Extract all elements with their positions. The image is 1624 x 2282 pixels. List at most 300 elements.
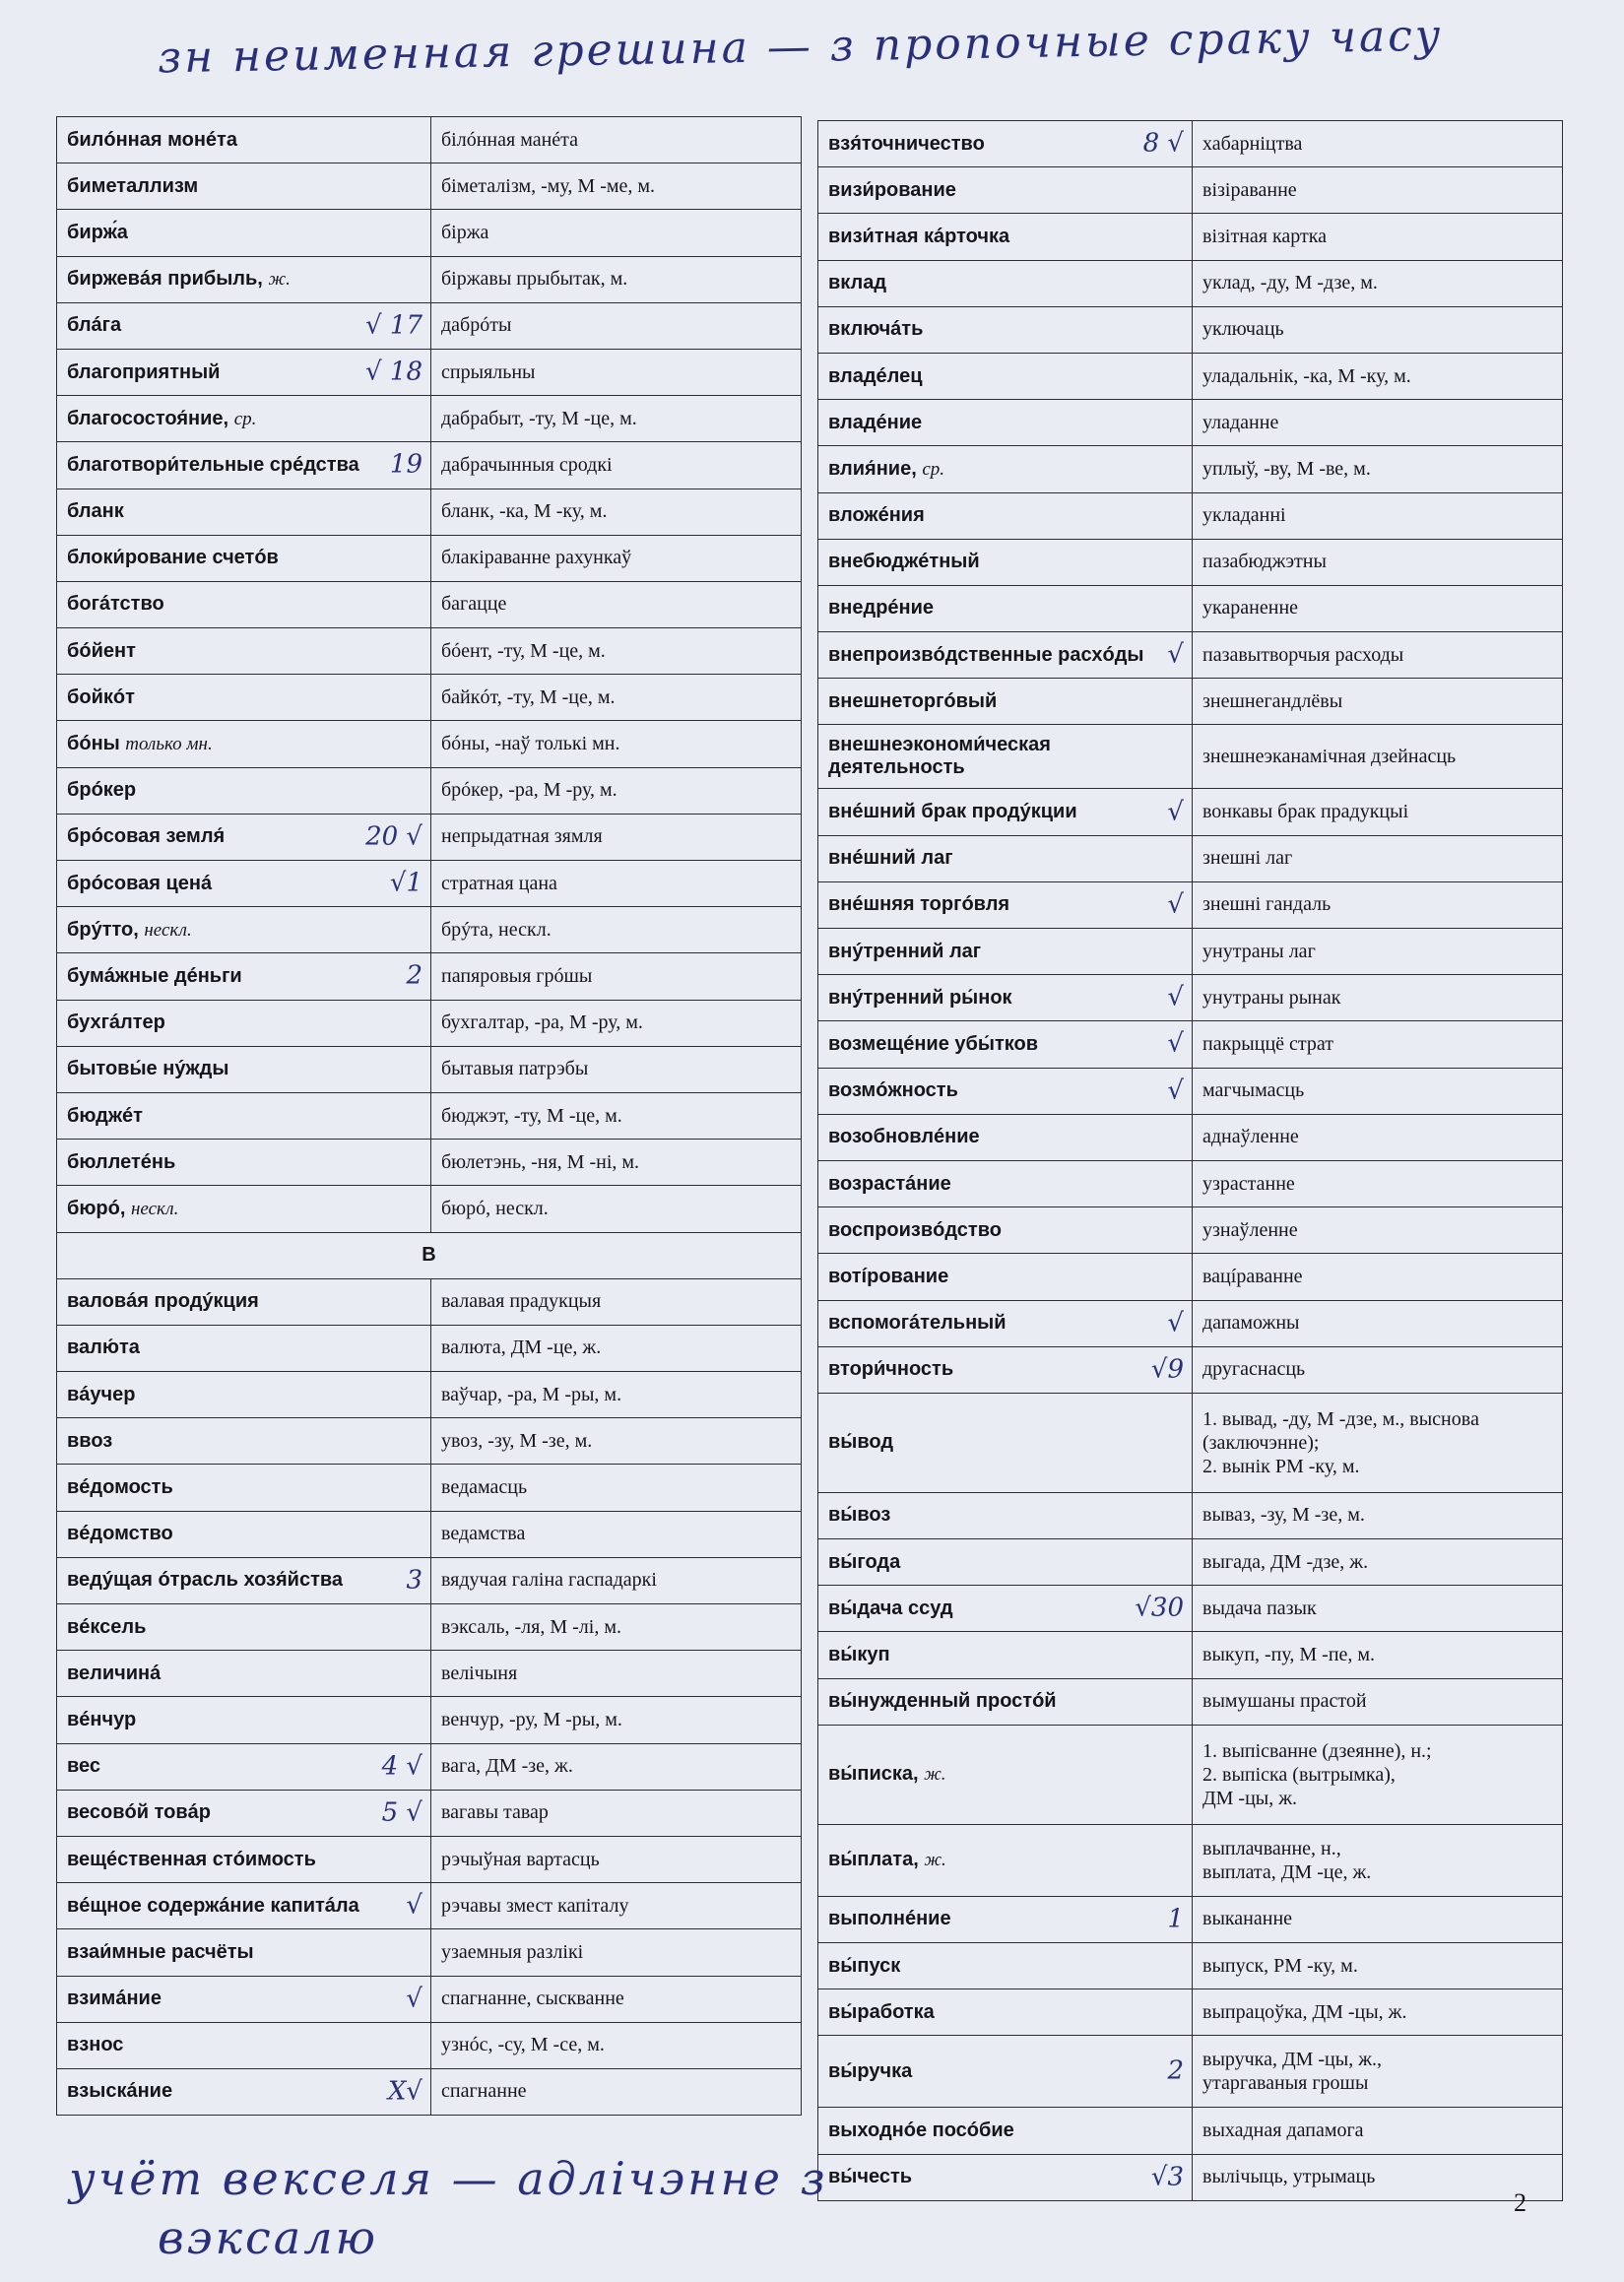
- russian-term: [818, 492, 1193, 539]
- table-row: [818, 1254, 1563, 1300]
- russian-term-text: вещéственная стóимость: [67, 1848, 316, 1870]
- russian-term: [57, 1883, 431, 1929]
- russian-term-text: выходнóе посóбие: [828, 2119, 1014, 2141]
- russian-term: [818, 260, 1193, 306]
- table-row: [818, 121, 1563, 167]
- table-row: [57, 721, 802, 767]
- russian-term-text: вáучер: [67, 1383, 136, 1405]
- russian-term-text: внýтренний лаг: [828, 940, 982, 962]
- russian-term: [57, 2022, 431, 2068]
- russian-term: [818, 632, 1193, 679]
- handwritten-mark: √: [406, 1984, 422, 2014]
- russian-term: [818, 353, 1193, 399]
- belarusian-translation: укараненне: [1193, 585, 1563, 631]
- belarusian-translation: пазавытворчыя расходы: [1193, 632, 1563, 679]
- russian-term: [818, 585, 1193, 631]
- russian-term-text: внепроизвóдственные расхóды: [828, 643, 1144, 666]
- russian-term: [818, 1539, 1193, 1586]
- russian-term: [57, 1976, 431, 2022]
- russian-term-text: вклад: [828, 272, 887, 294]
- belarusian-translation: вага, ДМ -зе, ж.: [431, 1743, 802, 1790]
- russian-term: [57, 953, 431, 1000]
- table-row: [818, 2108, 1563, 2154]
- belarusian-translation: магчымасць: [1193, 1068, 1563, 1114]
- russian-term: [818, 1943, 1193, 1989]
- table-row: [818, 2036, 1563, 2108]
- belarusian-translation: 1. выпісванне (дзеянне), н.; 2. выпіска (вытрымка), ДМ -цы, ж.: [1193, 1725, 1563, 1824]
- belarusian-translation: уклад, -ду, М -дзе, м.: [1193, 260, 1563, 306]
- belarusian-translation: дабрóты: [431, 302, 802, 349]
- belarusian-translation: дапаможны: [1193, 1300, 1563, 1346]
- table-row: [818, 306, 1563, 353]
- russian-term: [818, 1300, 1193, 1346]
- belarusian-translation: 1. вывад, -ду, М -дзе, м., высновa (заключэнне); 2. вынік РМ -ку, м.: [1193, 1393, 1563, 1492]
- handwritten-mark: √ 18: [365, 357, 422, 387]
- russian-term: [57, 1836, 431, 1882]
- table-row: [57, 628, 802, 675]
- belarusian-translation: стратная цана: [431, 861, 802, 907]
- table-row: [818, 929, 1563, 975]
- table-row: [57, 953, 802, 1000]
- handwritten-note-bottom-1: учёт векселя — адлічэнне з: [69, 2152, 828, 2205]
- russian-term-text: внéшняя торгóвля: [828, 893, 1010, 916]
- belarusian-translation: выгада, ДМ -дзе, ж.: [1193, 1539, 1563, 1586]
- belarusian-translation: вылічыць, утрымаць: [1193, 2154, 1563, 2200]
- russian-term-text: возмóжность: [828, 1079, 958, 1102]
- belarusian-translation: дабрачынныя сродкі: [431, 442, 802, 489]
- belarusian-translation: спагнанне, сыскванне: [431, 1976, 802, 2022]
- russian-term-text: вéщное содержáние капитáла: [67, 1894, 359, 1917]
- russian-term: [57, 1278, 431, 1325]
- belarusian-translation: знешні гандаль: [1193, 881, 1563, 928]
- belarusian-translation: біржавы прыбытак, м.: [431, 256, 802, 302]
- belarusian-translation: пазабюджэтны: [1193, 539, 1563, 585]
- table-row: [818, 1068, 1563, 1114]
- table-row: [57, 1743, 802, 1790]
- russian-term: [818, 1393, 1193, 1492]
- russian-term-text: возрастáние: [828, 1172, 951, 1195]
- handwritten-note-top: зн неименная грешина — з пропочные сраку часу: [157, 10, 1444, 84]
- belarusian-translation: велічыня: [431, 1651, 802, 1697]
- russian-term: [57, 256, 431, 302]
- russian-term-text: вы́плата,: [828, 1849, 919, 1871]
- russian-term: [57, 302, 431, 349]
- table-row: [57, 1790, 802, 1836]
- handwritten-mark: √: [1167, 639, 1184, 670]
- belarusian-translation: унутраны рынак: [1193, 975, 1563, 1021]
- belarusian-translation: багацце: [431, 581, 802, 627]
- belarusian-translation: байкóт, -ту, М -це, м.: [431, 675, 802, 721]
- russian-term: [57, 1697, 431, 1743]
- russian-term: [818, 167, 1193, 214]
- russian-term-text: богáтство: [67, 593, 164, 616]
- russian-term-text: величинá: [67, 1662, 162, 1684]
- russian-term-text: брýтто,: [67, 918, 139, 941]
- table-row: [57, 256, 802, 302]
- russian-term-text: вы́честь: [828, 2166, 913, 2188]
- belarusian-translation: укладанні: [1193, 492, 1563, 539]
- russian-term-text: вы́воз: [828, 1504, 891, 1527]
- russian-term-text: внýтренний ры́нок: [828, 986, 1012, 1009]
- russian-term-text: вы́нужденный простóй: [828, 1690, 1057, 1713]
- russian-term: [818, 835, 1193, 881]
- handwritten-mark: √: [1167, 797, 1184, 827]
- russian-term-text: втори́чность: [828, 1358, 954, 1381]
- russian-term: [818, 1207, 1193, 1254]
- russian-term: [57, 1511, 431, 1557]
- russian-term: [57, 1186, 431, 1232]
- russian-term: [818, 1114, 1193, 1160]
- russian-term: [818, 881, 1193, 928]
- russian-term: [818, 1021, 1193, 1068]
- russian-term-text: вы́писка,: [828, 1763, 919, 1786]
- table-row: [818, 881, 1563, 928]
- table-row: [818, 1989, 1563, 2036]
- belarusian-translation: непрыдатная зямля: [431, 814, 802, 860]
- handwritten-mark: √: [1167, 889, 1184, 920]
- russian-term-text: бюджéт: [67, 1104, 143, 1127]
- russian-term-text: внéшний брак продýкции: [828, 801, 1077, 823]
- russian-term: [818, 1492, 1193, 1538]
- russian-term-text: выполнéние: [828, 1908, 951, 1930]
- table-row: [57, 1140, 802, 1186]
- russian-term: [818, 1254, 1193, 1300]
- russian-term-text: бирж́а: [67, 221, 128, 243]
- russian-term-text: бумáжные дéньги: [67, 964, 242, 987]
- dictionary-table-right: [817, 120, 1563, 2201]
- table-row: [57, 1046, 802, 1092]
- russian-term: [818, 975, 1193, 1021]
- belarusian-translation: знешні лаг: [1193, 835, 1563, 881]
- russian-term: [818, 446, 1193, 492]
- russian-term-text: вы́вод: [828, 1431, 894, 1454]
- grammar-note: ж.: [268, 269, 291, 291]
- russian-term-text: ведýщая óтрасль хозя́йства: [67, 1569, 344, 1592]
- grammar-note: нескл.: [131, 1198, 179, 1219]
- table-row: [57, 767, 802, 814]
- russian-term: [57, 1651, 431, 1697]
- russian-term-text: благоприятный: [67, 360, 221, 383]
- table-row: [57, 489, 802, 535]
- table-row: [57, 210, 802, 256]
- russian-term: [57, 1325, 431, 1371]
- russian-term: [818, 1586, 1193, 1632]
- belarusian-translation: венчур, -ру, М -ры, м.: [431, 1697, 802, 1743]
- table-row: [818, 1586, 1563, 1632]
- table-row: [57, 675, 802, 721]
- handwritten-mark: √1: [389, 868, 422, 898]
- table-row: [818, 214, 1563, 260]
- belarusian-translation: выхадная дапамога: [1193, 2108, 1563, 2154]
- belarusian-translation: аднаўленне: [1193, 1114, 1563, 1160]
- russian-term: [818, 1632, 1193, 1678]
- grammar-note: ж.: [924, 1850, 946, 1871]
- table-row: [57, 163, 802, 210]
- russian-term-text: бюллетéнь: [67, 1150, 176, 1173]
- russian-term: [818, 306, 1193, 353]
- dictionary-table-left: [56, 116, 802, 2116]
- russian-term-text: взимáние: [67, 1988, 162, 2010]
- russian-term-text: валю́та: [67, 1337, 140, 1359]
- russian-term-text: внедрéние: [828, 597, 935, 619]
- belarusian-translation: вэксаль, -ля, М -лі, м.: [431, 1604, 802, 1651]
- belarusian-translation: спагнанне: [431, 2068, 802, 2115]
- table-row: [818, 167, 1563, 214]
- table-row: [57, 349, 802, 395]
- russian-term: [818, 121, 1193, 167]
- russian-term-text: брóкер: [67, 779, 137, 802]
- russian-term: [818, 789, 1193, 835]
- table-row: [818, 1300, 1563, 1346]
- belarusian-translation: уплыў, -ву, М -ве, м.: [1193, 446, 1563, 492]
- belarusian-translation: брýта, нескл.: [431, 907, 802, 953]
- russian-term: [57, 628, 431, 675]
- russian-term: [57, 535, 431, 581]
- table-row: [818, 1824, 1563, 1896]
- russian-term: [818, 1824, 1193, 1896]
- grammar-note: ж.: [924, 1764, 946, 1786]
- belarusian-translation: ваўчар, -ра, М -ры, м.: [431, 1372, 802, 1418]
- belarusian-translation: вагавы тавар: [431, 1790, 802, 1836]
- table-row: [57, 907, 802, 953]
- russian-term-text: блáга: [67, 314, 122, 337]
- russian-term-text: бойкóт: [67, 685, 135, 708]
- page-number: 2: [1514, 2188, 1527, 2217]
- russian-term: [57, 1465, 431, 1511]
- russian-term: [57, 1140, 431, 1186]
- belarusian-translation: бóент, -ту, М -це, м.: [431, 628, 802, 675]
- russian-term-text: бухгáлтер: [67, 1011, 165, 1034]
- russian-term: [57, 581, 431, 627]
- russian-term-text: внешнеэкономи́ческая деятельность: [828, 734, 1051, 779]
- table-row: [57, 1325, 802, 1371]
- russian-term-text: владéлец: [828, 364, 923, 387]
- table-row: [57, 1232, 802, 1278]
- table-row: [57, 1000, 802, 1046]
- russian-term-text: возмещéние убы́тков: [828, 1032, 1039, 1055]
- belarusian-translation: бухгалтар, -ра, М -ру, м.: [431, 1000, 802, 1046]
- belarusian-translation: ведамасць: [431, 1465, 802, 1511]
- russian-term-text: вес: [67, 1755, 101, 1778]
- handwritten-mark: X√: [387, 2076, 422, 2107]
- russian-term: [818, 679, 1193, 725]
- russian-term-text: вы́дача ссуд: [828, 1597, 953, 1619]
- belarusian-translation: бóны, -наў толькі мн.: [431, 721, 802, 767]
- russian-term: [818, 1725, 1193, 1824]
- belarusian-translation: уладальнік, -ка, М -ку, м.: [1193, 353, 1563, 399]
- table-row: [57, 396, 802, 442]
- russian-term-text: возобновлéние: [828, 1126, 980, 1148]
- table-row: [57, 302, 802, 349]
- table-row: [57, 442, 802, 489]
- russian-term-text: биметаллизм: [67, 174, 199, 197]
- belarusian-translation: валюта, ДМ -це, ж.: [431, 1325, 802, 1371]
- handwritten-mark: √: [1167, 1308, 1184, 1338]
- russian-term: [818, 1346, 1193, 1393]
- table-row: [57, 1604, 802, 1651]
- russian-term-text: брóсовая земля́: [67, 825, 226, 848]
- russian-term-text: ввоз: [67, 1429, 113, 1452]
- table-row: [57, 2022, 802, 2068]
- table-row: [57, 1836, 802, 1882]
- belarusian-translation: узаемныя разлікі: [431, 1929, 802, 1976]
- russian-term: [57, 721, 431, 767]
- russian-term: [818, 1896, 1193, 1942]
- handwritten-mark: 20 √: [365, 821, 422, 852]
- belarusian-translation: блакіраванне рахункаў: [431, 535, 802, 581]
- russian-term-text: биржевáя прибыль,: [67, 268, 263, 291]
- table-row: [818, 1160, 1563, 1206]
- table-row: [57, 1511, 802, 1557]
- belarusian-translation: пакрыццё страт: [1193, 1021, 1563, 1068]
- section-letter: В: [57, 1232, 802, 1278]
- table-row: [818, 1678, 1563, 1725]
- table-row: [818, 789, 1563, 835]
- russian-term: [818, 929, 1193, 975]
- russian-term-text: билóнная монéта: [67, 128, 237, 151]
- russian-term: [57, 349, 431, 395]
- handwritten-note-bottom-2: вэксалю: [158, 2211, 378, 2264]
- russian-term-text: внéшний лаг: [828, 847, 953, 870]
- russian-term: [818, 1068, 1193, 1114]
- belarusian-translation: спрыяльны: [431, 349, 802, 395]
- table-row: [818, 585, 1563, 631]
- table-row: [818, 1896, 1563, 1942]
- handwritten-mark: 5 √: [381, 1797, 422, 1828]
- belarusian-translation: знешнеэканамічная дзейнасць: [1193, 725, 1563, 789]
- belarusian-translation: валавая прадукцыя: [431, 1278, 802, 1325]
- table-row: [818, 260, 1563, 306]
- belarusian-translation: вацíраванне: [1193, 1254, 1563, 1300]
- russian-term: [57, 1929, 431, 1976]
- table-row: [57, 1092, 802, 1139]
- russian-term-text: бóны: [67, 733, 120, 755]
- grammar-note: нескл.: [144, 919, 192, 941]
- russian-term-text: весовóй товáр: [67, 1801, 211, 1824]
- russian-term-text: вéнчур: [67, 1708, 137, 1730]
- table-row: [57, 581, 802, 627]
- table-row: [57, 535, 802, 581]
- table-row: [57, 1186, 802, 1232]
- belarusian-translation: выплачванне, н., выплата, ДМ -це, ж.: [1193, 1824, 1563, 1896]
- table-row: [57, 1372, 802, 1418]
- russian-term: [57, 1000, 431, 1046]
- russian-term-text: вспомогáтельный: [828, 1312, 1007, 1335]
- belarusian-translation: выкуп, -пу, М -пе, м.: [1193, 1632, 1563, 1678]
- grammar-note: ср.: [922, 458, 945, 480]
- belarusian-translation: бюджэт, -ту, М -це, м.: [431, 1092, 802, 1139]
- table-row: [57, 861, 802, 907]
- handwritten-mark: 3: [406, 1565, 422, 1596]
- russian-term-text: внебюджéтный: [828, 551, 980, 573]
- russian-term-text: вы́пуск: [828, 1954, 901, 1977]
- russian-term-text: бытовы́е нýжды: [67, 1058, 229, 1080]
- belarusian-translation: біметалізм, -му, М -ме, м.: [431, 163, 802, 210]
- russian-term-text: взнос: [67, 2034, 124, 2056]
- russian-term: [818, 214, 1193, 260]
- handwritten-mark: √30: [1135, 1593, 1184, 1623]
- russian-term-text: вéдомство: [67, 1523, 173, 1545]
- belarusian-translation: унутраны лаг: [1193, 929, 1563, 975]
- russian-term-text: бланк: [67, 500, 124, 523]
- belarusian-translation: увоз, -зу, М -зе, м.: [431, 1418, 802, 1465]
- russian-term-text: взаи́мные расчёты: [67, 1940, 254, 1963]
- table-row: [57, 1976, 802, 2022]
- handwritten-mark: √ 17: [365, 310, 422, 341]
- belarusian-translation: дабрабыт, -ту, М -це, м.: [431, 396, 802, 442]
- russian-term-text: взя́точничество: [828, 132, 985, 155]
- table-row: [57, 1883, 802, 1929]
- russian-term: [57, 489, 431, 535]
- russian-term: [57, 1557, 431, 1603]
- russian-term-text: блоки́рование счетóв: [67, 547, 279, 569]
- table-row: [818, 835, 1563, 881]
- russian-term: [818, 2108, 1193, 2154]
- russian-term-text: влия́ние,: [828, 457, 917, 480]
- russian-term: [818, 1989, 1193, 2036]
- handwritten-mark: 2: [1167, 2055, 1184, 2086]
- table-row: [818, 1393, 1563, 1492]
- table-row: [57, 1418, 802, 1465]
- russian-term: [818, 539, 1193, 585]
- table-row: [818, 492, 1563, 539]
- table-row: [57, 1651, 802, 1697]
- belarusian-translation: папяровыя грóшы: [431, 953, 802, 1000]
- table-row: [57, 1929, 802, 1976]
- russian-term-text: вы́куп: [828, 1644, 890, 1666]
- russian-term-text: благосостоя́ние,: [67, 407, 229, 429]
- belarusian-translation: вонкавы брак прадукцыі: [1193, 789, 1563, 835]
- belarusian-translation: біржа: [431, 210, 802, 256]
- russian-term: [57, 396, 431, 442]
- table-row: [818, 1632, 1563, 1678]
- russian-term-text: вы́ручка: [828, 2059, 913, 2082]
- table-row: [818, 353, 1563, 399]
- handwritten-mark: √: [1167, 982, 1184, 1012]
- belarusian-translation: выпуск, РМ -ку, м.: [1193, 1943, 1563, 1989]
- table-row: [818, 1725, 1563, 1824]
- russian-term: [57, 1092, 431, 1139]
- russian-term-text: вы́работка: [828, 2000, 935, 2023]
- table-row: [818, 1346, 1563, 1393]
- belarusian-translation: узрастанне: [1193, 1160, 1563, 1206]
- belarusian-translation: білóнная манéта: [431, 117, 802, 163]
- russian-term: [818, 2154, 1193, 2200]
- russian-term-text: внешнеторгóвый: [828, 689, 998, 712]
- belarusian-translation: выкананне: [1193, 1896, 1563, 1942]
- russian-term-text: вложéния: [828, 504, 925, 527]
- belarusian-translation: другаснасць: [1193, 1346, 1563, 1393]
- table-row: [818, 1492, 1563, 1538]
- belarusian-translation: уключаць: [1193, 306, 1563, 353]
- russian-term: [818, 725, 1193, 789]
- russian-term: [57, 1372, 431, 1418]
- russian-term-text: бóйент: [67, 639, 136, 662]
- russian-term: [57, 1046, 431, 1092]
- belarusian-translation: бланк, -ка, М -ку, м.: [431, 489, 802, 535]
- russian-term: [818, 1678, 1193, 1725]
- russian-term-text: брóсовая ценá: [67, 872, 213, 894]
- russian-term-text: бюрó,: [67, 1197, 126, 1219]
- russian-term: [818, 1160, 1193, 1206]
- belarusian-translation: брóкер, -ра, М -ру, м.: [431, 767, 802, 814]
- belarusian-translation: узнóс, -су, М -се, м.: [431, 2022, 802, 2068]
- russian-term: [57, 907, 431, 953]
- russian-term: [57, 1604, 431, 1651]
- russian-term-text: включáть: [828, 318, 924, 341]
- russian-term-text: вотíрование: [828, 1265, 949, 1287]
- table-row: [57, 1465, 802, 1511]
